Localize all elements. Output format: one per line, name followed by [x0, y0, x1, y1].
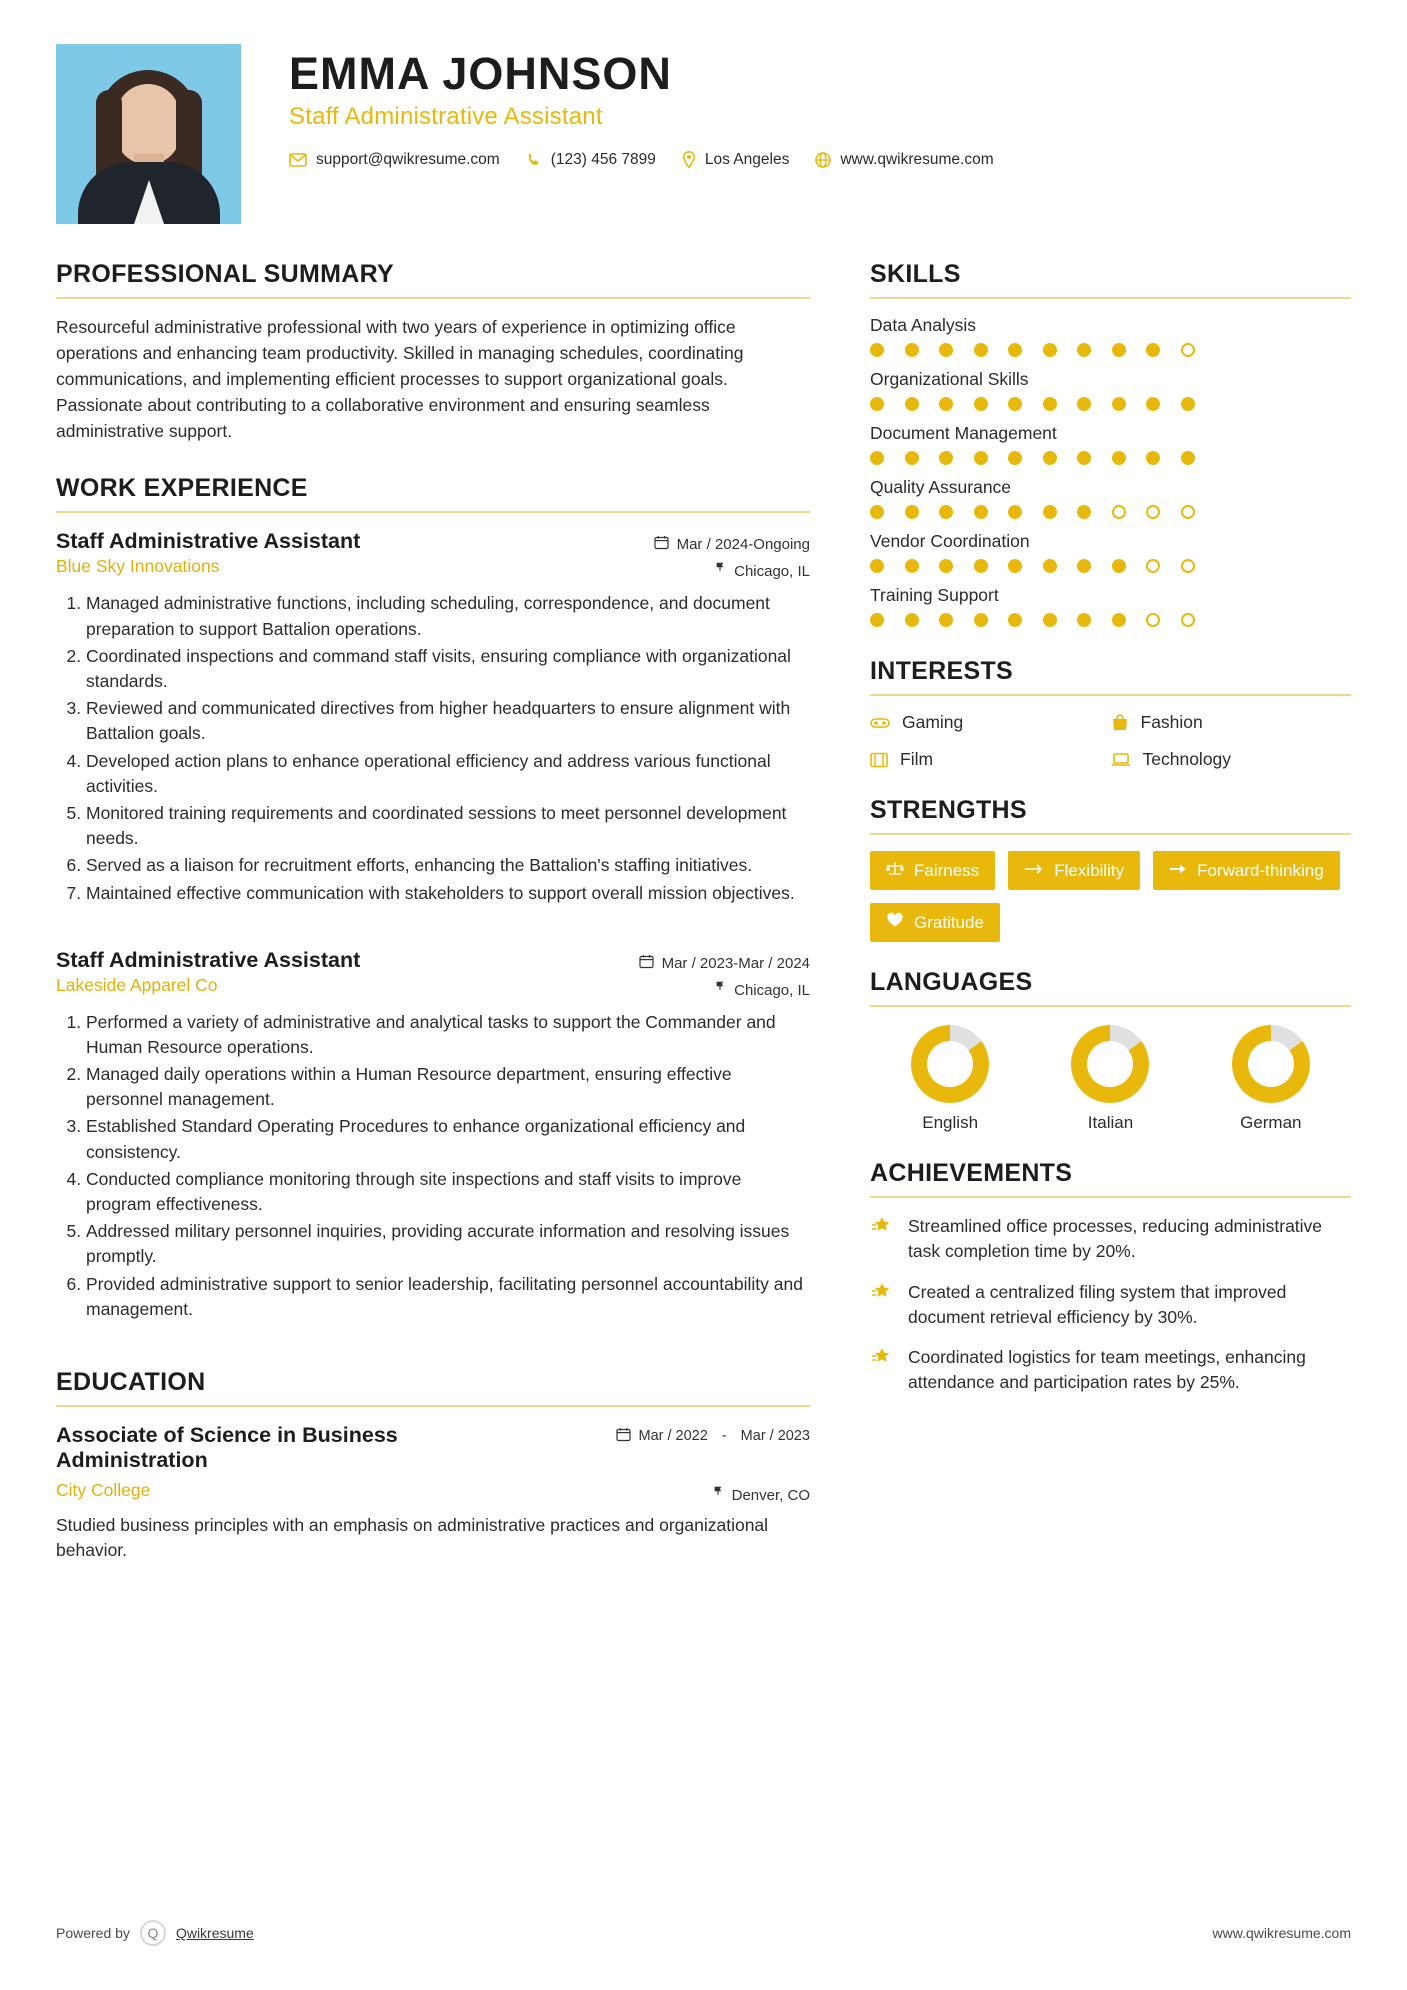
section-title-achievements: ACHIEVEMENTS — [870, 1159, 1073, 1187]
gamepad-icon — [870, 716, 890, 730]
skill-rating — [870, 397, 1351, 411]
language-item — [911, 1025, 989, 1133]
skill-item — [870, 369, 1351, 411]
language-label: German — [1240, 1113, 1302, 1132]
list-item: 7. Maintained effective communication with stakeholders to support overall mission objectives. — [86, 881, 810, 906]
divider — [870, 833, 1351, 835]
interest-item — [870, 749, 1111, 770]
map-pin-icon — [712, 1486, 724, 1505]
language-progress-ring — [1232, 1025, 1310, 1103]
calendar-icon — [654, 535, 669, 554]
interest-item — [1111, 749, 1352, 770]
section-title-summary: PROFESSIONAL SUMMARY — [56, 260, 394, 288]
list-item: 6. Served as a liaison for recruitment efforts, enhancing the Battalion's staffing initiatives. — [86, 853, 810, 878]
achievement-text: Coordinated logistics for team meetings, enhancing attendance and participation rates by 25%. — [908, 1347, 1306, 1393]
education-date-start: Mar / 2022 — [638, 1428, 708, 1445]
achievement-item — [870, 1345, 1351, 1395]
skill-rating — [870, 613, 1351, 627]
language-label: English — [922, 1113, 979, 1132]
divider — [56, 1405, 810, 1407]
list-item: 5. Monitored training requirements and coordinated sessions to meet personnel development needs. — [86, 801, 810, 851]
skill-rating — [870, 343, 1351, 357]
divider — [870, 1196, 1351, 1198]
laptop-icon — [1111, 752, 1131, 767]
interest-label: Gaming — [902, 712, 964, 732]
skill-label: Vendor Coordination — [870, 531, 1030, 551]
list-item: 3. Reviewed and communicated directives from higher headquarters to ensure alignment with Battalion goals. — [86, 696, 810, 746]
language-progress-ring — [911, 1025, 989, 1103]
list-item: 2. Coordinated inspections and command staff visits, ensuring compliance with organizational standards. — [86, 644, 810, 694]
globe-icon — [815, 152, 831, 168]
map-pin-icon — [714, 981, 726, 1000]
resume-header — [56, 44, 1351, 224]
list-item: 4. Developed action plans to enhance operational efficiency and address various functional activities. — [86, 749, 810, 799]
work-entry — [56, 948, 810, 1322]
contact-phone-text: (123) 456 7899 — [550, 150, 656, 168]
powered-by — [56, 1920, 254, 1946]
contact-location-text: Los Angeles — [704, 150, 790, 168]
skill-item — [870, 315, 1351, 357]
work-bullets — [56, 591, 810, 905]
star-badge-icon — [870, 1214, 894, 1264]
interest-label: Technology — [1142, 749, 1232, 769]
skill-item — [870, 531, 1351, 573]
work-location-text: Chicago, IL — [734, 981, 810, 999]
education-degree: Associate of Science in Business Administration — [56, 1422, 398, 1473]
divider — [870, 1005, 1351, 1007]
languages-list — [870, 1025, 1351, 1133]
skill-label: Organizational Skills — [870, 369, 1029, 389]
section-title-work: WORK EXPERIENCE — [56, 474, 308, 503]
section-title-education: EDUCATION — [56, 1367, 206, 1396]
contact-email[interactable] — [289, 151, 500, 169]
list-item: 4. Conducted compliance monitoring through site inspections and staff visits to improve program effectiveness. — [86, 1167, 810, 1217]
strength-chip — [870, 851, 995, 890]
qwikresume-logo-icon: Q — [140, 1920, 166, 1946]
education-location — [712, 1480, 810, 1505]
work-dates-text: Mar / 2024-Ongoing — [676, 536, 810, 554]
list-item: 3. Established Standard Operating Procedures to enhance organizational efficiency and consistency. — [86, 1114, 810, 1164]
language-label: Italian — [1087, 1113, 1134, 1132]
arrow-forward-icon — [1169, 861, 1187, 881]
divider — [870, 297, 1351, 299]
star-badge-icon — [870, 1280, 894, 1330]
date-separator: - — [721, 1428, 727, 1445]
achievement-item — [870, 1280, 1351, 1330]
scales-icon — [886, 860, 904, 881]
interest-label: Fashion — [1140, 712, 1203, 732]
language-progress-ring — [1071, 1025, 1149, 1103]
strength-label: Flexibility — [1054, 860, 1125, 880]
left-column — [56, 260, 846, 1563]
divider — [870, 694, 1351, 696]
achievement-text: Created a centralized filing system that improved document retrieval efficiency by 30%. — [908, 1281, 1287, 1327]
qwikresume-brand-link[interactable]: Qwikresume — [175, 1925, 254, 1941]
strength-chip — [1008, 851, 1140, 890]
list-item: 6. Provided administrative support to senior leadership, facilitating personnel accountability and management. — [86, 1272, 810, 1322]
work-dates — [639, 948, 810, 973]
strength-label: Gratitude — [914, 912, 984, 932]
calendar-icon — [639, 954, 654, 973]
work-title: Staff Administrative Assistant — [56, 947, 361, 972]
arrow-right-icon — [1024, 861, 1044, 881]
achievement-text: Streamlined office processes, reducing administrative task completion time by 20%. — [908, 1216, 1323, 1261]
strength-chip — [1153, 851, 1340, 890]
contact-location — [682, 151, 789, 169]
strength-chip — [870, 903, 1000, 942]
work-title: Staff Administrative Assistant — [56, 529, 361, 554]
strengths-list — [870, 851, 1351, 942]
interest-item — [870, 712, 1111, 733]
contact-website[interactable] — [815, 151, 993, 169]
divider — [56, 511, 810, 513]
skill-label: Data Analysis — [870, 315, 977, 335]
section-title-strengths: STRENGTHS — [870, 796, 1027, 824]
heart-icon — [886, 912, 904, 933]
education-location-text: Denver, CO — [731, 1486, 810, 1504]
section-title-interests: INTERESTS — [870, 657, 1013, 685]
summary-text: Resourceful administrative professional with two years of experience in optimizing office operations and enhancing team productivity. Skilled in managing schedules, coordinating communications, and implementing efficient processes to support organizational goals. Passionate about contributing to a collaborative environment and ensuring seamless administrative support. — [56, 317, 744, 441]
page-footer — [56, 1920, 1351, 1946]
education-dates — [616, 1423, 811, 1446]
list-item: 5. Addressed military personnel inquiries, providing accurate information and resolving issues promptly. — [86, 1219, 810, 1269]
footer-website[interactable]: www.qwikresume.com — [1212, 1925, 1351, 1941]
skill-item — [870, 423, 1351, 465]
skill-label: Training Support — [870, 585, 999, 605]
skill-label: Quality Assurance — [870, 477, 1012, 497]
education-description: Studied business principles with an emphasis on administrative practices and organizational behavior. — [56, 1514, 769, 1561]
work-dates — [654, 529, 810, 554]
work-entry — [56, 529, 810, 905]
envelope-icon — [289, 153, 307, 167]
work-company: Lakeside Apparel Co — [56, 974, 218, 995]
avatar — [56, 44, 241, 224]
section-title-skills: SKILLS — [870, 260, 961, 288]
bag-icon — [1111, 714, 1129, 731]
calendar-icon — [616, 1427, 631, 1446]
interest-item — [1111, 712, 1352, 733]
achievement-item — [870, 1214, 1351, 1264]
education-school: City College — [56, 1479, 151, 1500]
work-company: Blue Sky Innovations — [56, 556, 220, 577]
education-date-end: Mar / 2023 — [740, 1428, 810, 1445]
education-entry — [56, 1423, 810, 1563]
divider — [56, 297, 810, 299]
list-item: 1. Managed administrative functions, including scheduling, correspondence, and document preparation to support Battalion operations. — [86, 591, 810, 641]
skill-rating — [870, 505, 1351, 519]
work-dates-text: Mar / 2023-Mar / 2024 — [661, 954, 810, 972]
phone-icon — [526, 152, 542, 168]
star-badge-icon — [870, 1345, 894, 1395]
film-icon — [870, 752, 888, 768]
powered-by-label: Powered by — [56, 1925, 130, 1941]
interests-list — [870, 712, 1351, 770]
map-pin-icon — [714, 562, 726, 581]
strength-label: Fairness — [914, 860, 980, 880]
contact-email-text: support@qwikresume.com — [316, 150, 500, 168]
contact-phone[interactable] — [526, 151, 656, 169]
skill-item — [870, 477, 1351, 519]
contact-website-text: www.qwikresume.com — [840, 150, 994, 168]
skill-rating — [870, 559, 1351, 573]
work-bullets — [56, 1010, 810, 1322]
work-location-text: Chicago, IL — [734, 563, 810, 581]
section-title-languages: LANGUAGES — [870, 968, 1033, 996]
page-title: EMMA JOHNSON — [289, 48, 672, 99]
language-item — [1071, 1025, 1149, 1133]
strength-label: Forward-thinking — [1197, 860, 1324, 880]
interest-label: Film — [900, 749, 934, 769]
job-role-subtitle: Staff Administrative Assistant — [289, 102, 603, 130]
work-location — [714, 556, 810, 581]
work-location — [714, 975, 810, 1000]
list-item: 1. Performed a variety of administrative and analytical tasks to support the Commander and Human Resource operations. — [86, 1010, 810, 1060]
right-column — [846, 260, 1351, 1563]
skill-label: Document Management — [870, 423, 1057, 443]
skill-item — [870, 585, 1351, 627]
skill-rating — [870, 451, 1351, 465]
language-item — [1232, 1025, 1310, 1133]
location-pin-icon — [682, 151, 696, 168]
contact-list — [289, 151, 1351, 169]
list-item: 2. Managed daily operations within a Human Resource department, ensuring effective personnel management. — [86, 1062, 810, 1112]
